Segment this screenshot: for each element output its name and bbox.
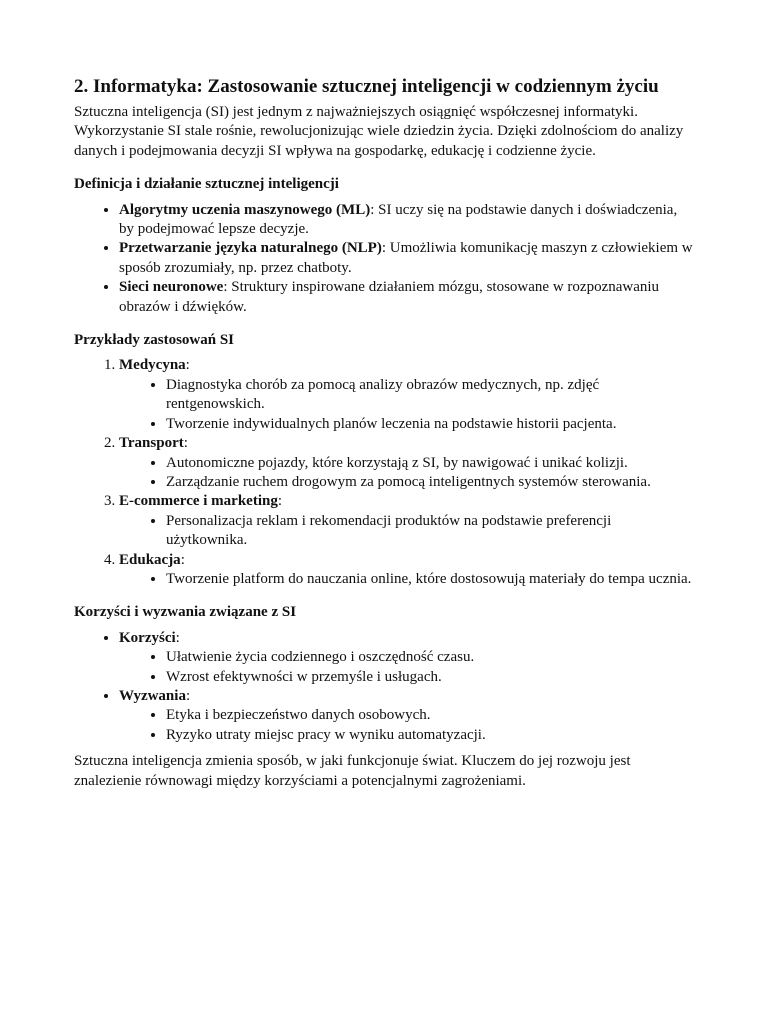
list-item-term: Korzyści — [119, 629, 176, 646]
list-item-term: Medycyna — [119, 357, 186, 374]
sub-list-item: • Personalizacja reklam i rekomendacji produktów na podstawie preferencji użytkownika. — [166, 512, 694, 551]
sub-list-item: • Wzrost efektywności w przemyśle i usługach. — [166, 668, 694, 687]
list-item: 4. Edukacja: • Tworzenie platform do nauczania online, które dostosowują materiały do tempa ucznia. — [119, 551, 694, 590]
sub-list — [119, 648, 694, 687]
section-heading-examples: Przykłady zastosowań SI — [74, 332, 235, 349]
definition-list — [74, 201, 694, 317]
sub-list-item: • Tworzenie indywidualnych planów leczenia na podstawie historii pacjenta. — [166, 415, 694, 434]
sub-list-item: • Ryzyko utraty miejsc pracy w wyniku automatyzacji. — [166, 726, 694, 745]
sub-list-item: • Tworzenie platform do nauczania online, które dostosowują materiały do tempa ucznia. — [166, 570, 694, 589]
list-item-desc: : Umożliwia komunikację maszyn z człowiekiem w sposób zrozumiały, np. przez chatboty. — [119, 240, 693, 276]
sub-list-item: • Autonomiczne pojazdy, które korzystają z SI, by nawigować i unikać kolizji. — [166, 454, 694, 473]
sub-list — [119, 570, 694, 589]
list-item — [119, 201, 694, 240]
sub-list — [119, 376, 694, 434]
list-item: 3. E-commerce i marketing: • Personalizacja reklam i rekomendacji produktów na podstawie preferencji użytkownika. — [119, 492, 694, 550]
closing-paragraph: Sztuczna inteligencja zmienia sposób, w jaki funkcjonuje świat. Kluczem do jej rozwoju jest znalezienie równowagi między korzyściami a potencjalnymi zagrożeniami. — [74, 753, 631, 789]
examples-list — [74, 356, 694, 589]
section-heading-benefits: Korzyści i wyzwania związane z SI — [74, 604, 297, 621]
list-item-term: Przetwarzanie języka naturalnego (NLP) — [119, 240, 382, 257]
sub-list-item: • Zarządzanie ruchem drogowym za pomocą inteligentnych systemów sterowania. — [166, 473, 694, 492]
sub-list — [119, 454, 694, 493]
list-item — [119, 239, 694, 278]
sub-list — [119, 512, 694, 551]
list-item: 1. Medycyna: • Diagnostyka chorób za pomocą analizy obrazów medycznych, np. zdjęć rentgenowskich. • Tworzenie indywidualnych planów leczenia na podstawie historii pacjenta. — [119, 356, 694, 434]
sub-list — [119, 706, 694, 745]
list-item-term: Transport — [119, 435, 184, 452]
list-item-desc: : Struktury inspirowane działaniem mózgu, stosowane w rozpoznawaniu obrazów i dźwięków. — [119, 279, 660, 315]
list-item-term: Wyzwania — [119, 687, 186, 704]
list-item-term: Sieci neuronowe — [119, 279, 224, 296]
list-item-term: Edukacja — [119, 551, 181, 568]
document-title: 2. Informatyka: Zastosowanie sztucznej inteligencji w codziennym życiu — [74, 76, 659, 97]
list-item — [119, 278, 694, 317]
document-page — [74, 74, 694, 791]
sub-list-item: • Ułatwienie życia codziennego i oszczędność czasu. — [166, 648, 694, 667]
sub-list-item: • Diagnostyka chorób za pomocą analizy obrazów medycznych, np. zdjęć rentgenowskich. — [166, 376, 694, 415]
list-item: 2. Transport: • Autonomiczne pojazdy, które korzystają z SI, by nawigować i unikać kolizji. • Zarządzanie ruchem drogowym za pomocą inteligentnych systemów sterowania. — [119, 434, 694, 492]
list-item-term: E-commerce i marketing — [119, 493, 278, 510]
list-item: • Wyzwania: • Etyka i bezpieczeństwo danych osobowych. • Ryzyko utraty miejsc pracy w wyniku automatyzacji. — [119, 687, 694, 745]
sub-list-item: • Etyka i bezpieczeństwo danych osobowych. — [166, 706, 694, 725]
list-item-desc: : SI uczy się na podstawie danych i doświadczenia, by podejmować lepsze decyzje. — [119, 201, 678, 238]
section-heading-definition: Definicja i działanie sztucznej inteligencji — [74, 176, 339, 193]
benefits-list — [74, 629, 694, 745]
list-item-term: Algorytmy uczenia maszynowego (ML) — [119, 201, 371, 218]
list-item: • Korzyści: • Ułatwienie życia codziennego i oszczędność czasu. • Wzrost efektywności w przemyśle i usługach. — [119, 629, 694, 687]
intro-paragraph: Sztuczna inteligencja (SI) jest jednym z najważniejszych osiągnięć współczesnej informatyki. Wykorzystanie SI stale rośnie, rewolucjonizując wiele dziedzin życia. Dzięki zdolnościom do analizy danych i podejmowania decyzji SI wpływa na gospodarkę, edukację i codzienne życie. — [74, 104, 684, 159]
